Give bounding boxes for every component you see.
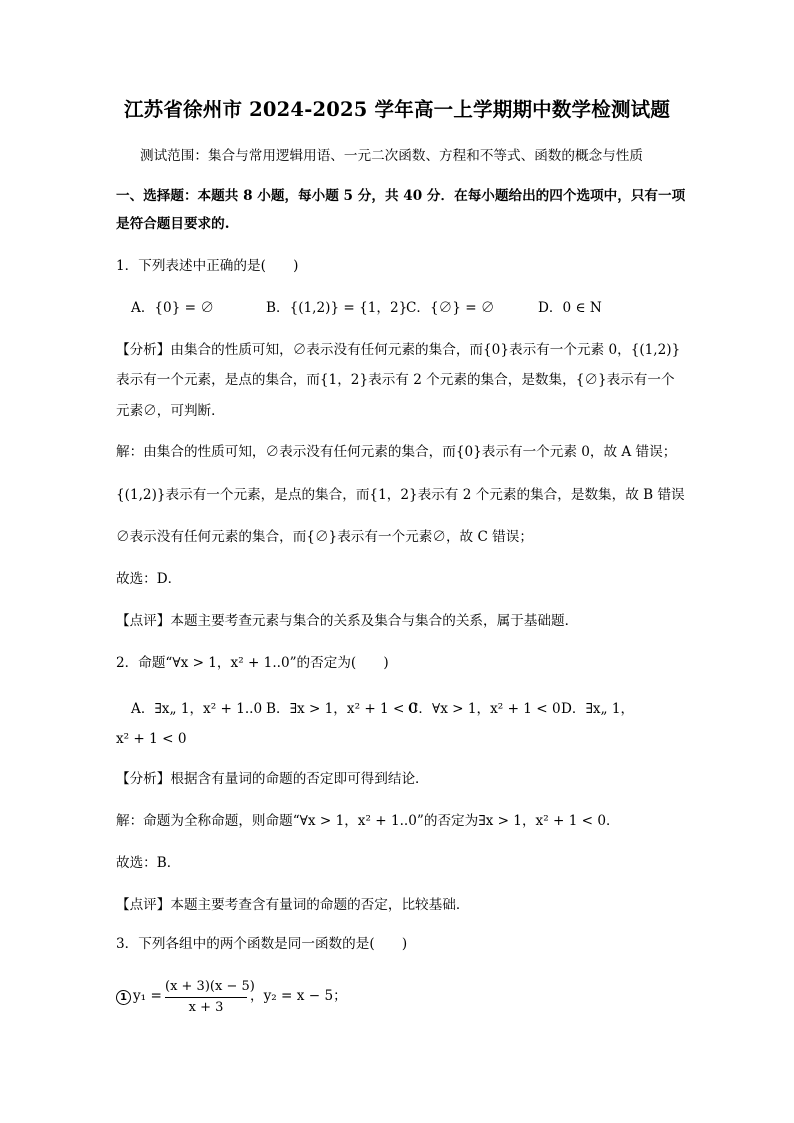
fraction-denominator: x + 3 (188, 1000, 224, 1015)
fraction-bar (165, 997, 247, 998)
q1-analysis-line2: 表示有一个元素，是点的集合，而{1，2}表示有 2 个元素的集合，是数集，{∅}表示有一个 (116, 372, 675, 388)
q3-item1-lhs (116, 990, 162, 1005)
q1-option-d: D．0 ∈ N (538, 300, 602, 316)
q3-item1-y2: ，y₂ = x − 5； (250, 988, 347, 1004)
q2-option-a: A．∃x„ 1，x² + 1..0 (131, 701, 263, 717)
q1-answer: 故选：D． (116, 571, 182, 587)
fraction-numerator: (x + 3)(x − 5) (165, 979, 255, 994)
q1-analysis-line1: 【分析】由集合的性质可知，∅表示没有任何元素的集合，而{0}表示有一个元素 0，{(1,2)} (116, 342, 681, 358)
q2-option-c: C．∀x > 1，x² + 1 < 0 (408, 701, 561, 717)
page-title: 江苏省徐州市 2024-2025 学年高一上学期期中数学检测试题 (123, 98, 671, 121)
q1-stem: 1．下列表述中正确的是( ) (116, 258, 299, 274)
q1-comment: 【点评】本题主要考查元素与集合的关系及集合与集合的关系，属于基础题． (116, 613, 579, 629)
q1-option-c: C．{∅} = ∅ (406, 300, 495, 316)
q2-analysis: 【分析】根据含有量词的命题的否定即可得到结论． (116, 771, 429, 787)
q1-option-a: A．{0} = ∅ (131, 300, 214, 316)
circled-number-1-icon: 1 (116, 990, 131, 1005)
q2-comment: 【点评】本题主要考查含有量词的命题的否定，比较基础． (116, 897, 470, 913)
q3-item1-y1: y₁ = (133, 988, 162, 1004)
q2-stem: 2．命题“∀x > 1，x² + 1..0”的否定为( ) (116, 655, 389, 671)
q1-option-b: B．{(1,2)} = {1，2} (266, 300, 408, 316)
q2-solution: 解：命题为全称命题，则命题“∀x > 1，x² + 1..0”的否定为∃x > 1，x² + 1 < 0． (116, 813, 620, 829)
q1-solution-line1: 解：由集合的性质可知，∅表示没有任何元素的集合，而{0}表示有一个元素 0，故 A 错误； (116, 444, 677, 460)
q2-option-d-continued: x² + 1 < 0 (116, 731, 187, 747)
test-scope: 测试范围：集合与常用逻辑用语、一元二次函数、方程和不等式、函数的概念与性质 (140, 148, 643, 164)
q2-answer: 故选：B． (116, 855, 181, 871)
q3-stem: 3．下列各组中的两个函数是同一函数的是( ) (116, 936, 408, 952)
q2-option-d: D．∃x„ 1， (561, 701, 635, 717)
q1-solution-line2: {(1,2)}表示有一个元素，是点的集合，而{1，2}表示有 2 个元素的集合，是数集，故 B 错误 (116, 487, 685, 503)
q2-option-b: B．∃x > 1，x² + 1 < 0 (266, 701, 418, 717)
q1-solution-line3: ∅表示没有任何元素的集合，而{∅}表示有一个元素∅，故 C 错误； (116, 529, 533, 545)
section-heading-line2: 是符合题目要求的. (116, 216, 230, 232)
q1-analysis-line3: 元素∅，可判断． (116, 403, 225, 419)
section-heading-line1: 一、选择题：本题共 8 小题，每小题 5 分，共 40 分．在每小题给出的四个选项中，只有一项 (116, 188, 686, 204)
